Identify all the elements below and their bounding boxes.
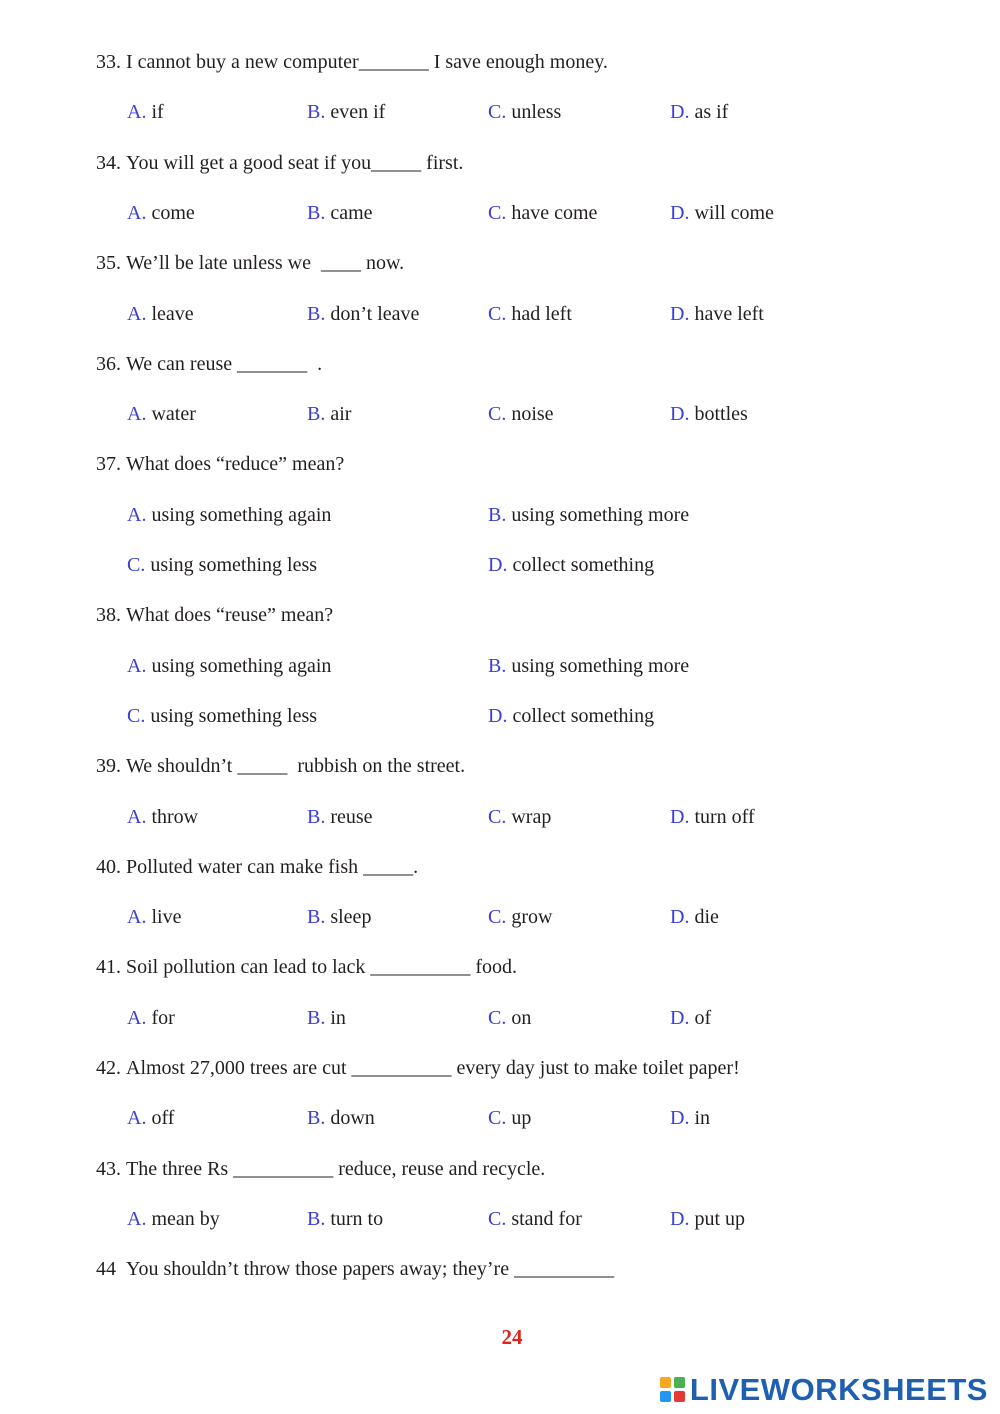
- option-letter: D.: [670, 1207, 690, 1230]
- option-letter: D.: [670, 1006, 690, 1029]
- answer-option[interactable]: [127, 100, 164, 124]
- option-letter: B.: [488, 503, 507, 526]
- answer-option[interactable]: [127, 553, 317, 577]
- answer-option[interactable]: [307, 1106, 375, 1130]
- option-text: came: [325, 201, 373, 224]
- question-text: We can reuse _______ .: [126, 352, 323, 375]
- option-text: have come: [506, 201, 598, 224]
- answer-option[interactable]: [307, 805, 373, 829]
- option-letter: A.: [127, 654, 147, 677]
- question-text: Soil pollution can lead to lack __________ food.: [126, 956, 518, 979]
- option-text: live: [146, 906, 182, 929]
- answer-option[interactable]: [670, 1106, 710, 1130]
- option-letter: D.: [670, 805, 690, 828]
- question-number: 36.: [96, 352, 121, 375]
- question-stem: [96, 855, 418, 879]
- option-letter: B.: [307, 1207, 326, 1230]
- option-text: using something again: [146, 654, 332, 677]
- option-text: using something again: [146, 503, 332, 526]
- answer-option[interactable]: [670, 100, 728, 124]
- option-text: reuse: [325, 805, 373, 828]
- option-letter: C.: [127, 554, 146, 576]
- option-letter: A.: [127, 805, 147, 828]
- option-letter: B.: [307, 302, 326, 325]
- option-text: in: [689, 1107, 711, 1130]
- question-stem: [96, 1157, 545, 1181]
- question-text: We’ll be late unless we ____ now.: [126, 252, 405, 275]
- option-letter: D.: [670, 906, 690, 929]
- answer-option[interactable]: [127, 1106, 174, 1130]
- question-stem: [96, 955, 517, 979]
- answer-option[interactable]: [670, 905, 719, 929]
- option-text: on: [506, 1006, 532, 1029]
- option-text: come: [146, 201, 195, 224]
- option-letter: A.: [127, 1207, 147, 1230]
- answer-option[interactable]: [307, 302, 419, 326]
- option-letter: B.: [307, 201, 326, 224]
- option-text: die: [689, 906, 719, 929]
- question-stem: [96, 151, 463, 175]
- answer-option[interactable]: [488, 100, 561, 124]
- answer-option[interactable]: [307, 201, 373, 225]
- option-letter: D.: [670, 201, 690, 224]
- option-text: using something more: [506, 654, 690, 677]
- option-letter: B.: [307, 1006, 326, 1029]
- option-letter: A.: [127, 906, 147, 929]
- option-text: air: [325, 403, 352, 426]
- answer-option[interactable]: [307, 402, 351, 426]
- question-text: You shouldn’t throw those papers away; they’re __________: [126, 1258, 615, 1281]
- option-letter: C.: [488, 1207, 507, 1230]
- question-number: 44: [96, 1258, 116, 1281]
- option-text: bottles: [689, 403, 748, 426]
- question-stem: [96, 352, 322, 376]
- option-letter: C.: [488, 1107, 507, 1130]
- option-text: have left: [689, 302, 764, 325]
- answer-option[interactable]: [488, 1106, 531, 1130]
- option-letter: C.: [488, 805, 507, 828]
- question-stem: [96, 251, 404, 275]
- answer-option[interactable]: [488, 1006, 531, 1030]
- option-letter: B.: [307, 101, 326, 124]
- question-stem: [96, 603, 333, 627]
- answer-option[interactable]: [670, 402, 748, 426]
- option-letter: A.: [127, 1006, 147, 1029]
- option-text: turn to: [325, 1207, 384, 1230]
- option-text: as if: [689, 101, 729, 124]
- answer-option[interactable]: [670, 1207, 745, 1231]
- answer-option[interactable]: [307, 100, 385, 124]
- option-text: will come: [689, 201, 774, 224]
- option-letter: B.: [307, 403, 326, 426]
- option-letter: C.: [488, 302, 507, 325]
- option-letter: C.: [488, 101, 507, 124]
- answer-option[interactable]: [127, 503, 331, 527]
- answer-option[interactable]: [488, 905, 552, 929]
- option-letter: B.: [307, 805, 326, 828]
- option-letter: D.: [670, 403, 690, 426]
- question-stem: [96, 1257, 614, 1281]
- answer-option[interactable]: [488, 704, 654, 728]
- answer-option[interactable]: [488, 553, 654, 577]
- option-text: put up: [689, 1207, 746, 1230]
- answer-option[interactable]: [307, 1006, 346, 1030]
- answer-option[interactable]: [127, 302, 194, 326]
- question-stem: [96, 452, 344, 476]
- question-number: 34.: [96, 151, 121, 174]
- question-text: What does “reuse” mean?: [126, 604, 334, 627]
- answer-option[interactable]: [127, 201, 195, 225]
- option-letter: A.: [127, 503, 147, 526]
- question-text: You will get a good seat if you_____ first.: [126, 151, 464, 174]
- answer-option[interactable]: [488, 654, 689, 678]
- option-letter: D.: [670, 1107, 690, 1130]
- option-text: using something more: [506, 503, 690, 526]
- option-letter: C.: [488, 1006, 507, 1029]
- question-number: 39.: [96, 755, 121, 778]
- question-number: 41.: [96, 956, 121, 979]
- answer-option[interactable]: [307, 905, 371, 929]
- question-number: 37.: [96, 453, 121, 476]
- question-number: 33.: [96, 51, 121, 73]
- option-text: don’t leave: [325, 302, 420, 325]
- option-text: stand for: [506, 1207, 582, 1230]
- option-text: if: [146, 101, 164, 124]
- question-text: Polluted water can make fish _____.: [126, 855, 419, 878]
- option-letter: D.: [670, 302, 690, 325]
- question-number: 42.: [96, 1057, 121, 1079]
- answer-option[interactable]: [488, 1207, 582, 1231]
- question-stem: [96, 50, 608, 74]
- page-number: 24: [501, 1325, 523, 1349]
- answer-option[interactable]: [127, 805, 198, 829]
- option-text: unless: [506, 101, 562, 124]
- answer-option[interactable]: [127, 402, 196, 426]
- liveworksheets-logo-icon: [660, 1377, 686, 1403]
- answer-option[interactable]: [127, 905, 181, 929]
- answer-option[interactable]: [488, 805, 551, 829]
- option-letter: B.: [488, 654, 507, 677]
- option-letter: A.: [127, 1107, 147, 1130]
- question-text: I cannot buy a new computer_______ I save enough money.: [126, 51, 608, 73]
- question-number: 43.: [96, 1157, 121, 1180]
- answer-option[interactable]: [307, 1207, 383, 1231]
- option-letter: B.: [307, 906, 326, 929]
- option-text: of: [689, 1006, 712, 1029]
- answer-option[interactable]: [670, 201, 774, 225]
- option-letter: C.: [127, 704, 146, 727]
- option-letter: C.: [488, 906, 507, 929]
- option-letter: D.: [670, 101, 690, 124]
- option-letter: D.: [488, 554, 508, 576]
- question-number: 40.: [96, 855, 121, 878]
- option-letter: B.: [307, 1107, 326, 1130]
- answer-option[interactable]: [127, 1207, 220, 1231]
- option-letter: A.: [127, 403, 147, 426]
- question-number: 35.: [96, 252, 121, 275]
- option-text: wrap: [506, 805, 552, 828]
- option-text: had left: [506, 302, 572, 325]
- answer-option[interactable]: [670, 302, 764, 326]
- option-text: water: [146, 403, 196, 426]
- option-text: using something less: [145, 704, 318, 727]
- option-text: down: [325, 1107, 375, 1130]
- liveworksheets-brand: [660, 1372, 988, 1408]
- option-text: in: [325, 1006, 346, 1029]
- answer-option[interactable]: [488, 402, 554, 426]
- answer-option[interactable]: [488, 201, 597, 225]
- option-letter: C.: [488, 201, 507, 224]
- answer-option[interactable]: [488, 302, 572, 326]
- answer-option[interactable]: [127, 1006, 175, 1030]
- option-text: turn off: [689, 805, 755, 828]
- option-text: noise: [506, 403, 554, 426]
- option-text: sleep: [325, 906, 372, 929]
- option-text: collect something: [507, 704, 655, 727]
- answer-option[interactable]: [127, 654, 331, 678]
- question-stem: [96, 1056, 740, 1080]
- option-text: for: [146, 1006, 175, 1029]
- option-letter: C.: [488, 403, 507, 426]
- option-text: mean by: [146, 1207, 220, 1230]
- answer-option[interactable]: [488, 503, 689, 527]
- option-letter: A.: [127, 101, 147, 124]
- question-text: The three Rs __________ reduce, reuse and recycle.: [126, 1157, 546, 1180]
- answer-option[interactable]: [670, 1006, 711, 1030]
- option-text: grow: [506, 906, 553, 929]
- option-letter: D.: [488, 704, 508, 727]
- question-text: We shouldn’t _____ rubbish on the street.: [126, 755, 466, 778]
- option-text: off: [146, 1107, 175, 1130]
- question-text: Almost 27,000 trees are cut __________ every day just to make toilet paper!: [126, 1057, 740, 1079]
- brand-wordmark: LIVEWORKSHEETS: [689, 1372, 988, 1407]
- option-text: even if: [325, 101, 386, 124]
- option-text: leave: [146, 302, 194, 325]
- option-text: up: [506, 1107, 532, 1130]
- question-stem: [96, 754, 465, 778]
- option-letter: A.: [127, 201, 147, 224]
- question-text: What does “reduce” mean?: [126, 453, 345, 476]
- option-text: using something less: [145, 554, 318, 576]
- option-text: collect something: [507, 554, 655, 576]
- option-letter: A.: [127, 302, 147, 325]
- answer-option[interactable]: [127, 704, 317, 728]
- answer-option[interactable]: [670, 805, 755, 829]
- option-text: throw: [146, 805, 199, 828]
- question-number: 38.: [96, 604, 121, 627]
